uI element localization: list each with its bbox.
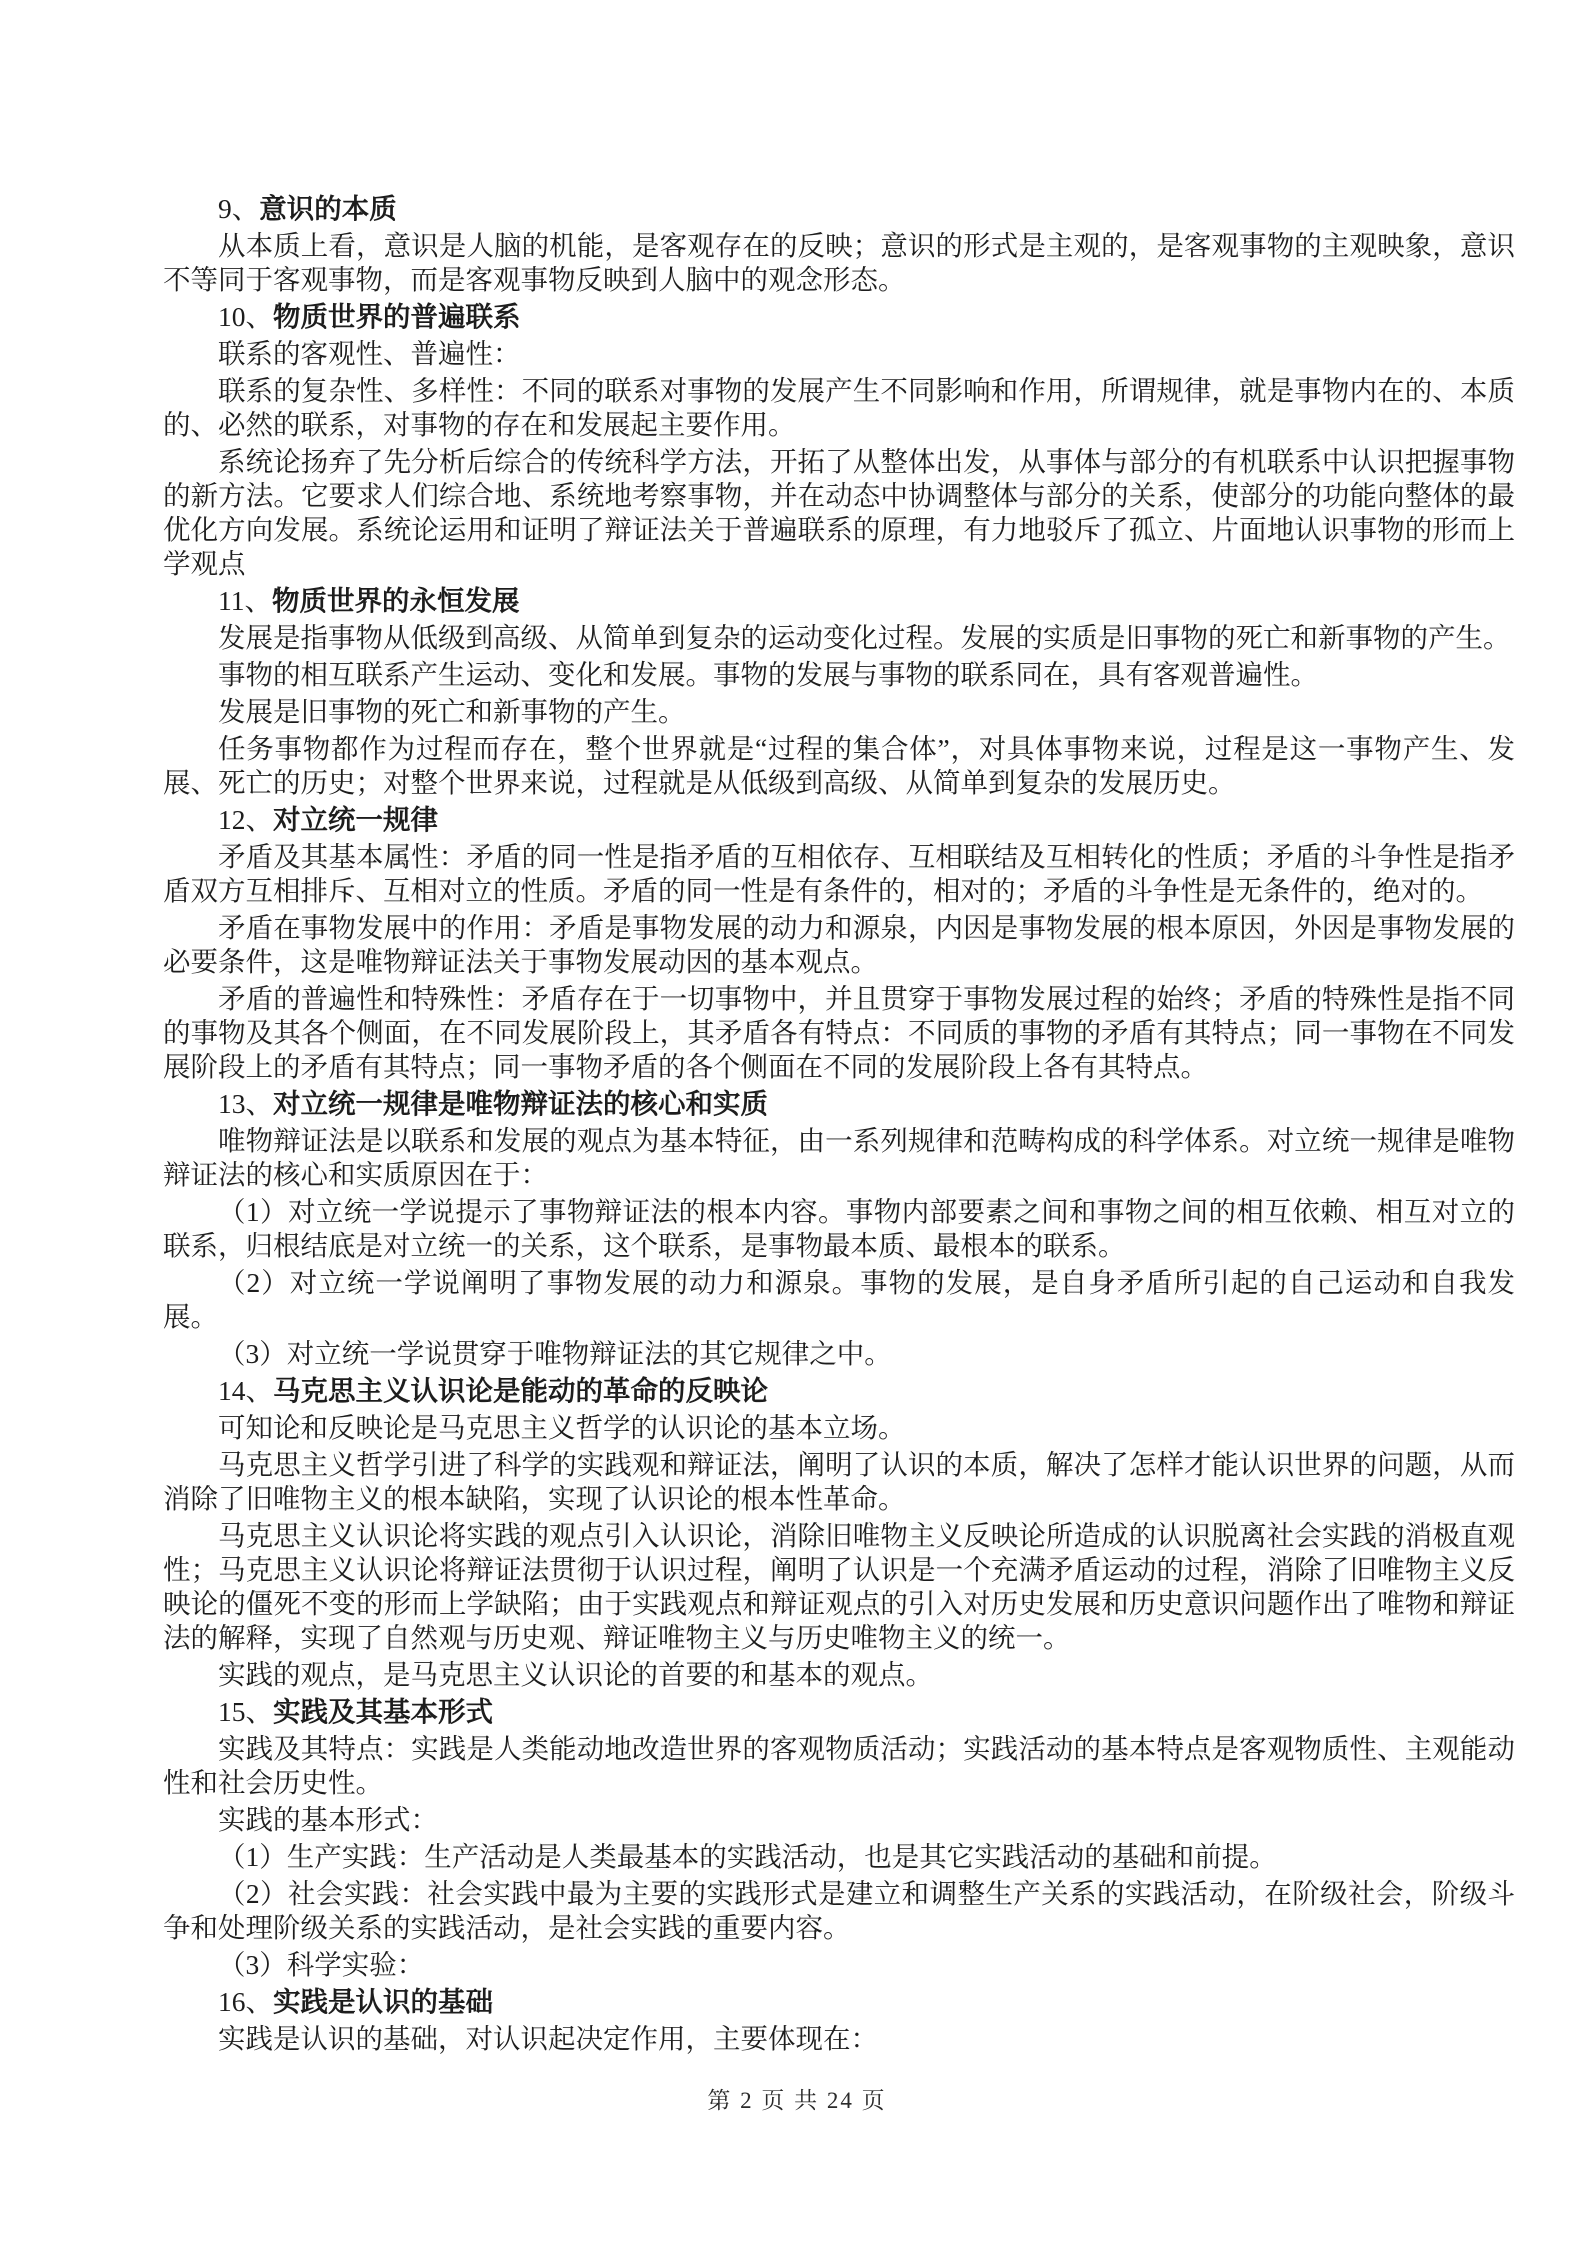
paragraph: 实践及其特点：实践是人类能动地改造世界的客观物质活动；实践活动的基本特点是客观物质性、主观能动性和社会历史性。 [163, 1733, 1515, 1798]
paragraph: 事物的相互联系产生运动、变化和发展。事物的发展与事物的联系同在，具有客观普遍性。 [218, 659, 1318, 690]
paragraph: 唯物辩证法是以联系和发展的观点为基本特征，由一系列规律和范畴构成的科学体系。对立统一规律是唯物辩证法的核心和实质原因在于： [163, 1125, 1515, 1190]
paragraph: 实践的观点，是马克思主义认识论的首要的和基本的观点。 [218, 1659, 933, 1690]
section-title: 对立统一规律是唯物辩证法的核心和实质 [273, 1088, 768, 1119]
section-title: 实践是认识的基础 [273, 1986, 493, 2017]
section-heading [163, 300, 1515, 334]
paragraph: （2）对立统一学说阐明了事物发展的动力和源泉。事物的发展，是自身矛盾所引起的自己运动和自我发展。 [163, 1267, 1515, 1332]
section-heading [163, 803, 1515, 837]
document-body [163, 192, 1515, 2059]
section-heading [163, 192, 1515, 226]
paragraph: 马克思主义认识论将实践的观点引入认识论，消除旧唯物主义反映论所造成的认识脱离社会实践的消极直观性；马克思主义认识论将辩证法贯彻于认识过程，阐明了认识是一个充满矛盾运动的过程，消除了旧唯物主义反映论的僵死不变的形而上学缺陷；由于实践观点和辩证观点的引入对历史发展和历史意识问题作出了唯物和辩证法的解释，实现了自然观与历史观、辩证唯物主义与历史唯物主义的统一。 [163, 1520, 1515, 1653]
section-number: 13、 [218, 1088, 273, 1119]
section-number: 10、 [218, 301, 273, 332]
section-heading [163, 1374, 1515, 1408]
paragraph: 矛盾及其基本属性：矛盾的同一性是指矛盾的互相依存、互相联结及互相转化的性质；矛盾的斗争性是指矛盾双方互相排斥、互相对立的性质。矛盾的同一性是有条件的，相对的；矛盾的斗争性是无条件的，绝对的。 [163, 841, 1515, 906]
paragraph: （3）对立统一学说贯穿于唯物辩证法的其它规律之中。 [218, 1338, 892, 1369]
section-title: 实践及其基本形式 [273, 1696, 493, 1727]
paragraph: 发展是指事物从低级到高级、从简单到复杂的运动变化过程。发展的实质是旧事物的死亡和新事物的产生。 [218, 622, 1511, 653]
paragraph: （1）对立统一学说提示了事物辩证法的根本内容。事物内部要素之间和事物之间的相互依赖、相互对立的联系，归根结底是对立统一的关系，这个联系，是事物最本质、最根本的联系。 [163, 1196, 1515, 1261]
paragraph: （1）生产实践：生产活动是人类最基本的实践活动，也是其它实践活动的基础和前提。 [218, 1841, 1277, 1872]
paragraph: 实践是认识的基础，对认识起决定作用，主要体现在： [218, 2023, 878, 2054]
section-heading [163, 1695, 1515, 1729]
section-title: 物质世界的永恒发展 [271, 585, 520, 616]
paragraph: （2）社会实践：社会实践中最为主要的实践形式是建立和调整生产关系的实践活动，在阶级社会，阶级斗争和处理阶级关系的实践活动，是社会实践的重要内容。 [163, 1878, 1515, 1943]
section-number: 16、 [218, 1986, 273, 2017]
section-heading [163, 584, 1515, 618]
section-number: 11、 [218, 585, 272, 616]
paragraph: 矛盾的普遍性和特殊性：矛盾存在于一切事物中，并且贯穿于事物发展过程的始终；矛盾的特殊性是指不同的事物及其各个侧面，在不同发展阶段上，其矛盾各有特点：不同质的事物的矛盾有其特点；同一事物在不同发展阶段上的矛盾有其特点；同一事物矛盾的各个侧面在不同的发展阶段上各有其特点。 [163, 983, 1515, 1082]
section-heading [163, 1087, 1515, 1121]
paragraph: 任务事物都作为过程而存在，整个世界就是“过程的集合体”，对具体事物来说，过程是这一事物产生、发展、死亡的历史；对整个世界来说，过程就是从低级到高级、从简单到复杂的发展历史。 [163, 733, 1515, 798]
section-number: 12、 [218, 804, 273, 835]
section-heading [163, 1985, 1515, 2019]
paragraph: 联系的复杂性、多样性：不同的联系对事物的发展产生不同影响和作用，所谓规律，就是事物内在的、本质的、必然的联系，对事物的存在和发展起主要作用。 [163, 375, 1515, 440]
paragraph: 联系的客观性、普遍性： [218, 338, 521, 369]
section-title: 意识的本质 [259, 193, 397, 224]
section-number: 9、 [218, 193, 260, 224]
paragraph: 可知论和反映论是马克思主义哲学的认识论的基本立场。 [218, 1412, 906, 1443]
page-number-text: 第 2 页 共 24 页 [707, 2088, 887, 2113]
paragraph: 矛盾在事物发展中的作用：矛盾是事物发展的动力和源泉，内因是事物发展的根本原因，外因是事物发展的必要条件，这是唯物辩证法关于事物发展动因的基本观点。 [163, 912, 1515, 977]
paragraph: 实践的基本形式： [218, 1804, 438, 1835]
section-title: 马克思主义认识论是能动的革命的反映论 [273, 1375, 768, 1406]
paragraph: 从本质上看，意识是人脑的机能，是客观存在的反映；意识的形式是主观的，是客观事物的主观映象，意识不等同于客观事物，而是客观事物反映到人脑中的观念形态。 [163, 230, 1515, 295]
section-title: 物质世界的普遍联系 [273, 301, 521, 332]
paragraph: 系统论扬弃了先分析后综合的传统科学方法，开拓了从整体出发，从事体与部分的有机联系中认识把握事物的新方法。它要求人们综合地、系统地考察事物，并在动态中协调整体与部分的关系，使部分的功能向整体的最优化方向发展。系统论运用和证明了辩证法关于普遍联系的原理，有力地驳斥了孤立、片面地认识事物的形而上学观点 [163, 446, 1515, 579]
section-number: 15、 [218, 1696, 273, 1727]
page-footer [0, 2082, 1594, 2115]
paragraph: 发展是旧事物的死亡和新事物的产生。 [218, 696, 686, 727]
paragraph: （3）科学实验： [218, 1949, 425, 1980]
paragraph: 马克思主义哲学引进了科学的实践观和辩证法，阐明了认识的本质，解决了怎样才能认识世界的问题，从而消除了旧唯物主义的根本缺陷，实现了认识论的根本性革命。 [163, 1449, 1515, 1514]
section-number: 14、 [218, 1375, 273, 1406]
section-title: 对立统一规律 [273, 804, 438, 835]
